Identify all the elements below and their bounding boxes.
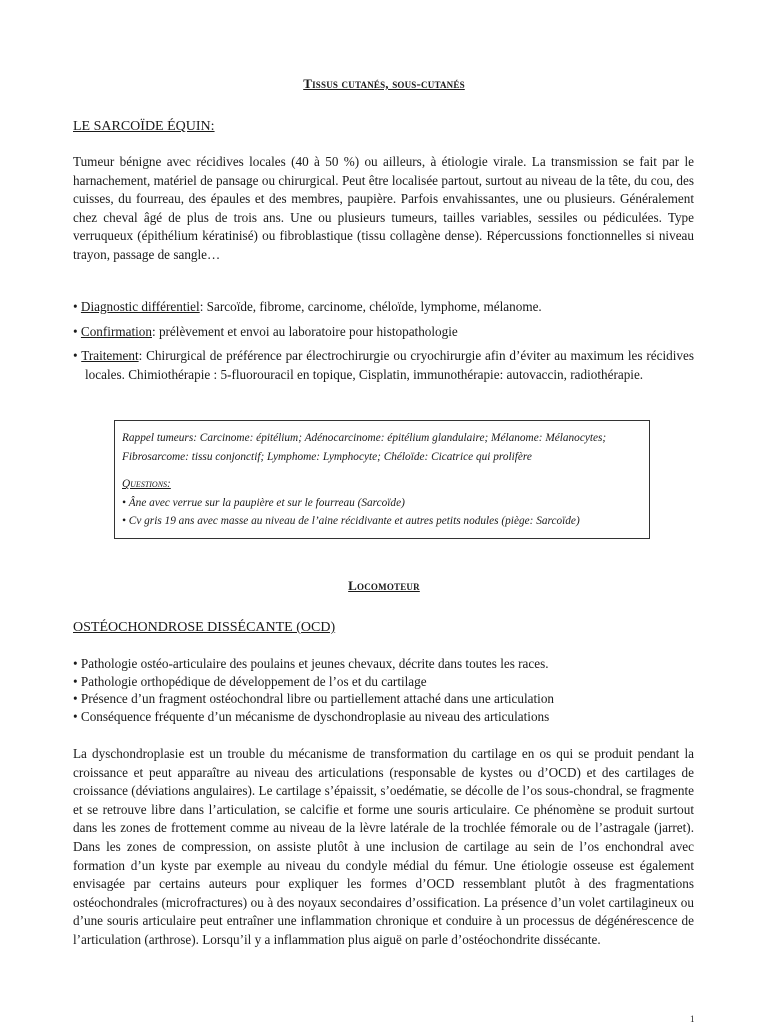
list-item: • Confirmation: prélèvement et envoi au laboratoire pour histopathologie [73,323,458,339]
sarcoide-bullet-list [73,298,694,390]
questions-title: Questions: [122,478,171,491]
list-item: • Pathologie orthopédique de développement de l’os et du cartilage [73,673,427,689]
heading-ocd: OSTÉOCHONDROSE DISSÉCANTE (OCD) [73,620,336,635]
page-number: 1 [690,1014,695,1024]
bullet-label: Traitement [81,348,139,364]
tumor-reminder-text: Rappel tumeurs: Carcinome: épitélium; Adénocarcinome: épitélium glandulaire; Mélanome: Mélanocytes; Fibrosarcome: tissu conjonctif; Lymphome: Lymphocyte; Chéloïde: Cicatrice qui prolifère [122,432,607,463]
question-item: • Cv gris 19 ans avec masse au niveau de l’aine récidivante et autres petits nodules (piège: Sarcoïde) [122,515,580,528]
section-title-locomoteur: Locomoteur [348,578,420,593]
list-item: • Conséquence fréquente d’un mécanisme de dyschondroplasie au niveau des articulations [73,708,550,724]
list-item: • Traitement: Chirurgical de préférence par électrochirurgie ou cryochirurgie afin d’éviter au maximum les récidives locales. Chimiothérapie : 5-fluorouracil en topique, Cisplatin, immunothérapie: autovaccin, radiothérapie. [73,348,694,382]
ocd-bullet-list [73,655,694,725]
bullet-text: : Sarcoïde, fibrome, carcinome, chéloïde, lymphome, mélanome. [199,299,542,314]
reminder-box [114,420,650,539]
bullet-text: : prélèvement et envoi au laboratoire pour histopathologie [151,323,458,339]
heading-sarcoide: LE SARCOÏDE ÉQUIN: [73,119,215,134]
list-item: • Pathologie ostéo-articulaire des poulains et jeunes chevaux, décrite dans toutes les races. [73,656,549,671]
bullet-label: Diagnostic différentiel [80,299,200,314]
sarcoide-intro-paragraph: Tumeur bénigne avec récidives locales (40 à 50 %) ou ailleurs, à étiologie virale. La transmission se fait par le harnachement, matériel de pansage ou chirurgical. Peut être localisée partout, surtout au niveau de la tête, du cou, des cuisses, du fourreau, des épaules et des membres, paupière. Parfois envahissantes, une ou plusieurs. Généralement chez cheval âgé de plus de trois ans. Une ou plusieurs tumeurs, tailles variables, sessiles ou pédiculées. Type verruqueux (épithélium kératinisé) ou fibroblastique (tissu collagène dense). Répercussions fonctionnelles si niveau trayon, passage de sangle… [73,154,694,262]
list-item: • Diagnostic différentiel: Sarcoïde, fibrome, carcinome, chéloïde, lymphome, mélanome. [73,299,542,314]
question-item: • Âne avec verrue sur la paupière et sur le fourreau (Sarcoïde) [122,496,405,509]
bullet-text: : Chirurgical de préférence par électrochirurgie ou cryochirurgie afin d’éviter au maximum les récidives locales. Chimiothérapie : 5-fluorouracil en topique, Cisplatin, immunothérapie: autovaccin, radiothérapie. [85,348,694,382]
bullet-label: Confirmation [80,323,152,339]
ocd-paragraph: La dyschondroplasie est un trouble du mécanisme de transformation du cartilage en os qui se produit pendant la croissance et peut apparaître au niveau des articulations (responsable de kystes ou d’OCD) et des cartilages de croissance (déviations angulaires). Le cartilage s’épaissit, s’oedématie, se décolle de l’os sous-chondral, se fragmente et se retrouve libre dans l’articulation, se calcifie et forme une souris articulaire. Ce phénomène se produit surtout dans les zones de frottement comme au niveau de la lèvre latérale de la trochlée fémorale ou de l’astragale (jarret). Dans les zones de compression, on assiste plutôt à une inclusion de cartilage au sein de l’os enchondral avec formation d’un kyste par exemple au niveau du condyle médial du fémur. Une étiologie osseuse est également envisagée par certains auteurs pour expliquer les formes d’OCD ressemblant plutôt à des fragmentations ostéochondrales (microfractures) ou à des noyaux secondaires d’ossification. La présence d’un volet cartilagineux ou d’une souris articulaire peut entraîner une inflammation chronique et conduire à un processus de dégénérescence de l’articulation (arthrose). Lorsqu’il y a inflammation plus aiguë on parle d’ostéochondrite dissécante. [73,746,694,947]
list-item: • Présence d’un fragment ostéochondral libre ou partiellement attaché dans une articulation [73,691,555,707]
section-title-tissus: Tissus cutanés, sous-cutanés [303,76,465,91]
